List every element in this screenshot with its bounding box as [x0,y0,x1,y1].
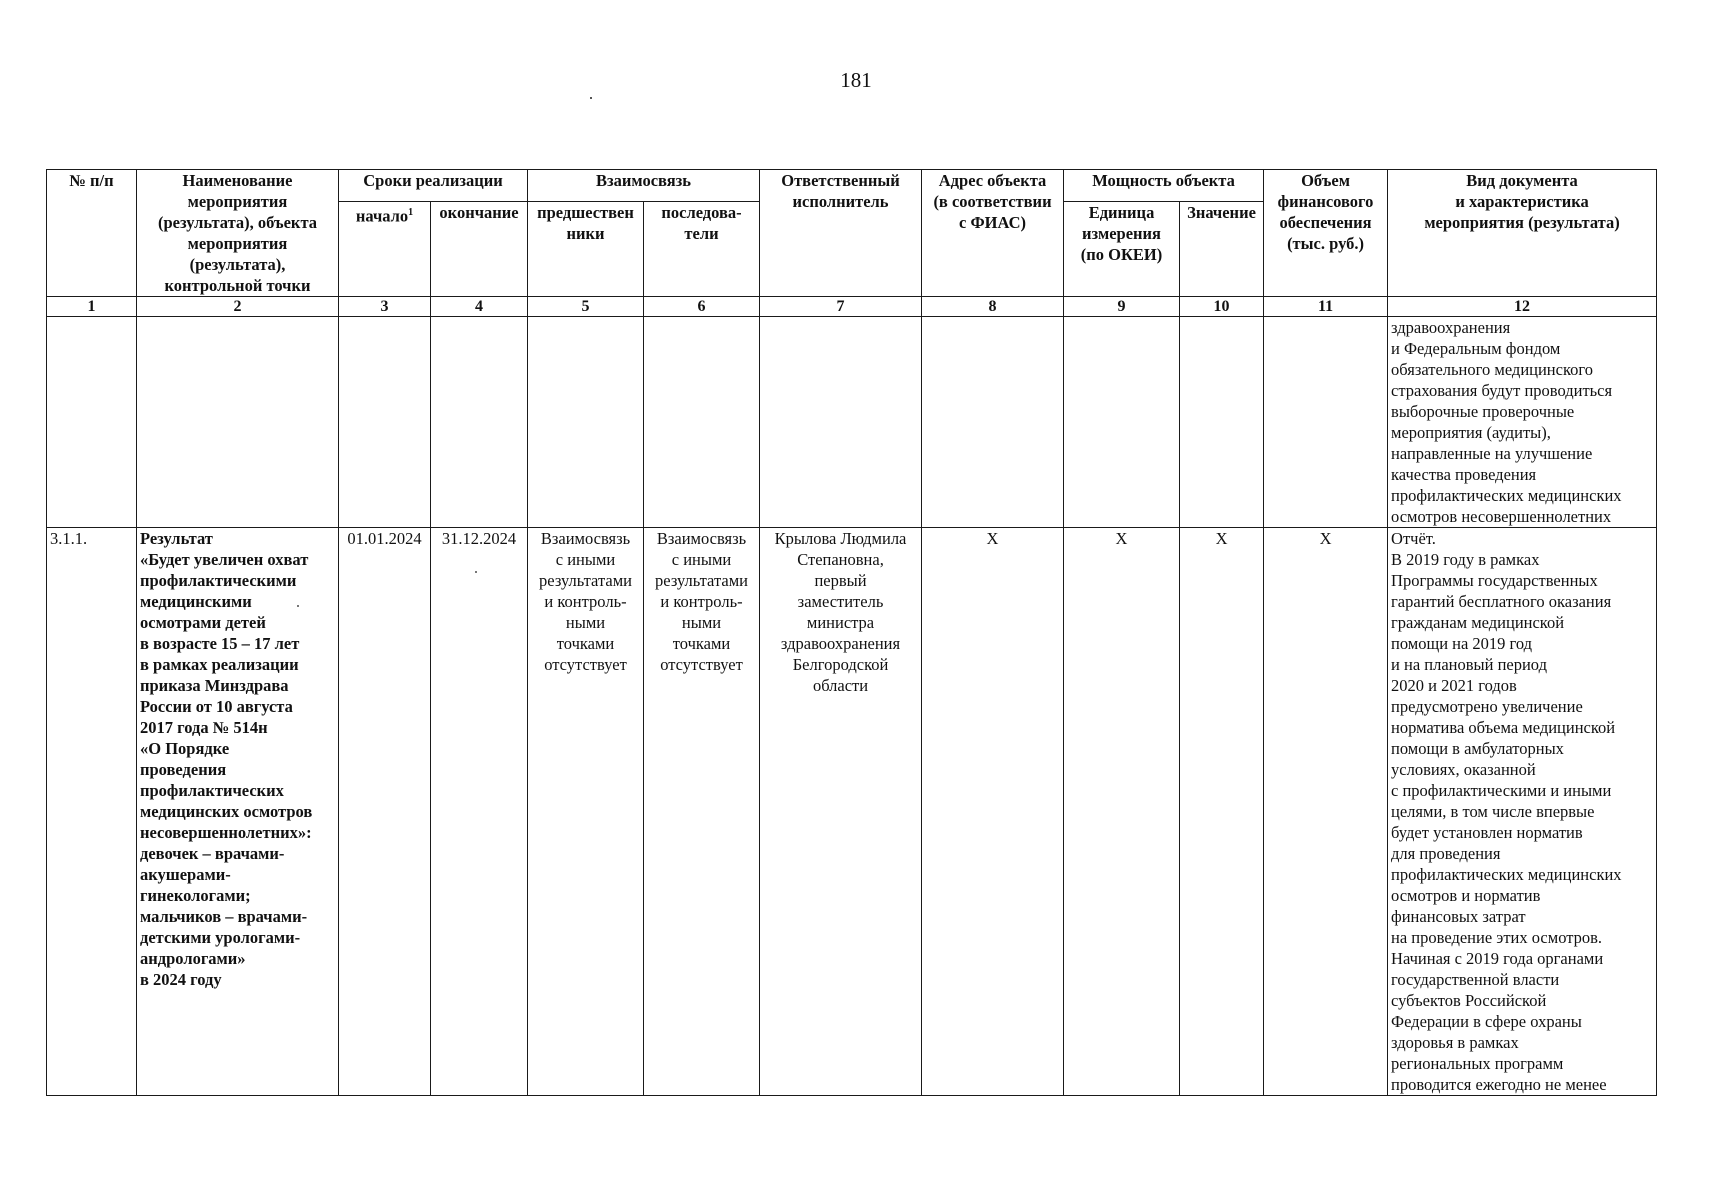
empty-cell [760,317,922,528]
column-number: 12 [1388,297,1657,317]
empty-cell [644,317,760,528]
start-date: 01.01.2024 [339,528,431,1096]
financing-cell: X [1264,528,1388,1096]
activities-table [46,169,1657,1096]
column-number: 8 [922,297,1064,317]
column-number-row [47,297,1657,317]
empty-cell [1264,317,1388,528]
empty-cell [528,317,644,528]
header-num: № п/п [47,170,137,297]
empty-cell [339,317,431,528]
empty-cell [47,317,137,528]
empty-cell [431,317,528,528]
header-start [339,202,431,297]
empty-cell [137,317,339,528]
header-address: Адрес объекта (в соответствии с ФИАС) [922,170,1064,297]
header-end: окончание [431,202,528,297]
successors-cell: Взаимосвязь с иными результатами и контроль- ными точками отсутствует [644,528,760,1096]
empty-cell [1180,317,1264,528]
continuation-document-text: здравоохранения и Федеральным фондом обязательного медицинского страхования будут проводиться выборочные проверочные мероприятия (аудиты), направленные на улучшение качества проведения профилактических медицинских осмотров несовершеннолетних [1388,317,1657,528]
end-date: 31.12.2024 [431,528,528,1096]
address-cell: X [922,528,1064,1096]
header-successors: последова- тели [644,202,760,297]
result-name: Результат «Будет увеличен охват профилактическими медицинскими осмотрами детей в возрасте 15 – 17 лет в рамках реализации приказа Минздрава России от 10 августа 2017 года № 514н «О Порядке проведения профилактических медицинских осмотров несовершеннолетних»: девочек – врачами- акушерами- гинекологами; мальчиков – врачами- детскими урологами- андрологами» в 2024 году [137,528,339,1096]
header-link: Взаимосвязь [528,170,760,202]
header-unit: Единица измерения (по ОКЕИ) [1064,202,1180,297]
page-number: 181 [840,68,872,92]
header-start-label: начало [355,206,409,226]
table-row [47,528,1657,1096]
header-row-1 [47,170,1657,202]
value-cell: X [1180,528,1264,1096]
document-cell: Отчёт. В 2019 году в рамках Программы государственных гарантий бесплатного оказания гражданам медицинской помощи на 2019 год и на плановый период 2020 и 2021 годов предусмотрено увеличение норматива объема медицинской помощи в амбулаторных условиях, оказанной с профилактическими и иными целями, в том числе впервые будет установлен норматив для проведения профилактических медицинских осмотров и норматив финансовых затрат на проведение этих осмотров. Начиная с 2019 года органами государственной власти субъектов Российской Федерации в сфере охраны здоровья в рамках региональных программ проводится ежегодно не менее [1388,528,1657,1096]
column-number: 4 [431,297,528,317]
column-number: 10 [1180,297,1264,317]
header-name: Наименование мероприятия (результата), объекта мероприятия (результата), контрольной точки [137,170,339,297]
header-terms: Сроки реализации [339,170,528,202]
header-responsible: Ответственный исполнитель [760,170,922,297]
scan-speck [590,97,592,99]
column-number: 9 [1064,297,1180,317]
header-capacity: Мощность объекта [1064,170,1264,202]
header-financing: Объем финансового обеспечения (тыс. руб.) [1264,170,1388,297]
empty-cell [1064,317,1180,528]
header-value: Значение [1180,202,1264,297]
column-number: 11 [1264,297,1388,317]
responsible-cell: Крылова Людмила Степановна, первый заместитель министра здравоохранения Белгородской области [760,528,922,1096]
column-number: 6 [644,297,760,317]
predecessors-cell: Взаимосвязь с иными результатами и контроль- ными точками отсутствует [528,528,644,1096]
unit-cell: X [1064,528,1180,1096]
empty-cell [922,317,1064,528]
column-number: 3 [339,297,431,317]
header-predecessors: предшествен ники [528,202,644,297]
row-number: 3.1.1. [47,528,137,1096]
column-number: 5 [528,297,644,317]
column-number: 2 [137,297,339,317]
footnote-marker: 1 [408,207,414,219]
column-number: 1 [47,297,137,317]
column-number: 7 [760,297,922,317]
header-document: Вид документа и характеристика мероприятия (результата) [1388,170,1657,297]
continuation-row [47,317,1657,528]
